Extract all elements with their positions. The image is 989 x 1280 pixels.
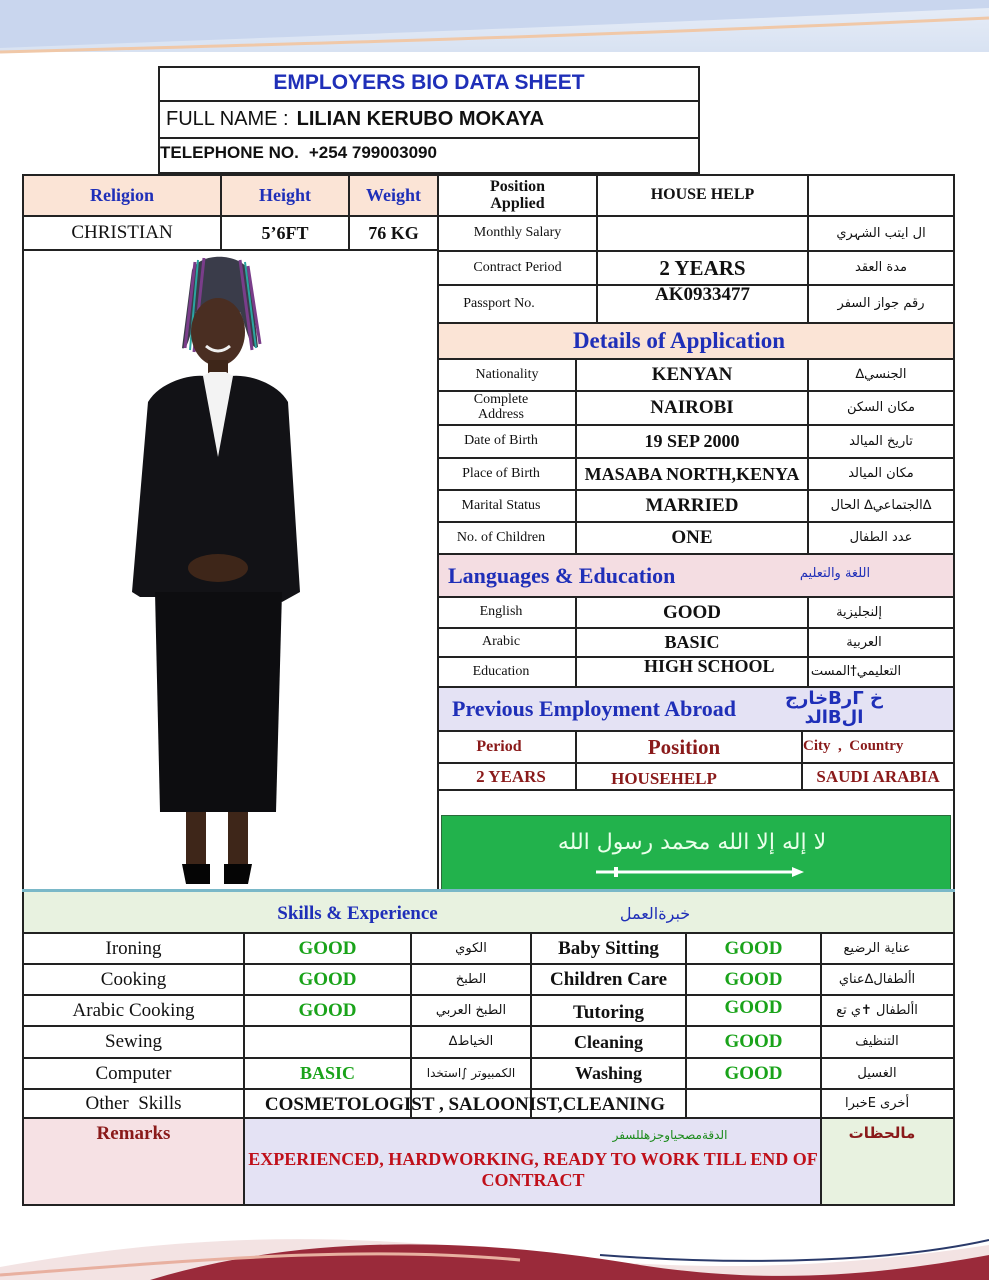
bottom-wave-decoration [0,1205,989,1280]
skill-tutoring-level: GOOD [724,996,783,1018]
salary-arabic: ال ایتب الشہري [836,225,926,241]
marital-value: MARRIED [645,495,739,517]
languages-heading: Languages & Education [448,562,676,588]
children-label: No. of Children [456,529,546,545]
previous-heading: Previous Employment Abroad [452,696,736,722]
skill-sewing-arabic: الخياط∆ [448,1034,494,1050]
weight-value: 76 KG [368,222,419,243]
details-heading: Details of Application [572,327,786,353]
skill-baby-sitting-arabic: عناية الرضيع [843,940,911,956]
full-name-value: LILIAN KERUBO MOKAYA [296,107,545,130]
arabic-arabic: العربية [846,634,882,650]
remarks-label: Remarks [96,1123,171,1145]
arabic-label: Arabic [481,634,521,650]
pob-arabic: مكان الميالد [848,466,914,482]
skill-computer-level: BASIC [299,1063,356,1084]
position-applied-label: Position Applied [489,177,546,212]
children-value: ONE [671,527,713,549]
pob-value: MASABA NORTH,KENYA [584,463,800,484]
skill-sewing: Sewing [105,1031,162,1053]
skill-computer-arabic: الكمبيوتر ∫استخدا [426,1066,516,1081]
address-value: NAIROBI [650,397,734,419]
skill-cooking: Cooking [100,968,167,990]
weight-label: Weight [365,185,421,206]
saudi-flag [441,815,951,890]
skill-washing-level: GOOD [724,1062,783,1084]
skill-baby-sitting-level: GOOD [724,937,783,959]
top-wave-decoration [0,0,989,60]
remarks-text: EXPERIENCED, HARDWORKING, READY TO WORK TILL END OF CONTRACT [248,1149,818,1190]
skill-washing-arabic: الغسيل [857,1065,897,1081]
education-label: Education [472,663,530,679]
education-arabic: التعليمي†المست [810,664,902,680]
pob-label: Place of Birth [462,465,540,481]
religion-label: Religion [89,185,154,206]
position-applied-value: HOUSE HELP [650,186,755,204]
candidate-photo [100,252,335,888]
full-name-line [166,104,544,134]
skill-children-care: Children Care [550,968,667,990]
skill-tutoring: Tutoring [572,1001,645,1023]
other-skills-value: COSMETOLOGIST , SALOONIST,CLEANING [264,1093,666,1115]
telephone-label: TELEPHONE NO. [160,143,299,162]
children-arabic: عدد الطفال [849,530,913,546]
skill-ironing: Ironing [105,937,162,959]
skill-arabic-cooking: Arabic Cooking [72,999,195,1021]
passport-value: AK0933477 [655,284,750,305]
arabic-value: BASIC [664,632,720,653]
skill-children-care-level: GOOD [724,968,783,990]
education-value: HIGH SCHOOL [644,655,775,676]
address-label: Complete Address [473,392,529,422]
telephone-value: +254 799003090 [308,143,437,162]
period-label: Period [476,737,522,755]
skill-cleaning-arabic: التنظيف [855,1034,899,1050]
previous-heading-arabic: خ ΓرBخارج الBالد [785,688,883,728]
skill-arabic-cooking-arabic: الطبخ العربي [435,1002,507,1018]
contract-label: Contract Period [473,259,562,275]
dob-value: 19 SEP 2000 [644,431,740,452]
languages-heading-arabic: اللغة والتعليم [799,566,871,582]
height-value: 5’6FT [261,222,309,243]
telephone-line [160,141,437,165]
skill-computer: Computer [95,1062,172,1084]
contract-arabic: مدة العقد [855,260,907,276]
period-value: 2 YEARS [476,766,546,786]
skills-heading: Skills & Experience [277,903,438,925]
address-arabic: مكان السكن [846,400,916,416]
dob-arabic: تاريخ الميالد [849,433,913,449]
nationality-arabic: الجنسي∆ [855,367,907,383]
skill-arabic-cooking-level: GOOD [298,999,357,1021]
marital-arabic: ∆الجتماعي∆ الحال [830,498,932,514]
flag-sword-icon [592,864,807,880]
passport-label: Passport No. [463,295,535,311]
skill-washing: Washing [574,1063,643,1084]
skills-heading-arabic: خبرةالعمل [619,903,691,923]
nationality-value: KENYAN [651,364,733,386]
position-value: HOUSEHELP [611,768,717,788]
contract-value: 2 YEARS [659,255,746,280]
remarks-arabic-note: الدقةمصحياوجزهللسفر [612,1127,728,1142]
passport-arabic: رقم جواز السفر [837,296,925,312]
skill-children-care-arabic: األطفال∆عناي [838,971,916,987]
skill-ironing-arabic: الكوي [455,940,487,956]
skill-sewing-level [245,1027,410,1057]
skill-cleaning: Cleaning [573,1031,643,1052]
position-label: Position [647,734,721,759]
skill-cooking-arabic: الطبخ [455,971,487,987]
english-arabic: إلنجليزية [836,604,882,620]
nationality-label: Nationality [475,366,539,382]
marital-label: Marital Status [461,497,541,513]
other-skills-label: Other Skills [85,1092,182,1114]
location-label: City , Country [803,738,904,755]
other-skills-arabic: أخرى Eخبرا [844,1095,910,1111]
location-value: SAUDI ARABIA [816,766,940,786]
remarks-arabic-label: مالحظات [848,1124,916,1143]
skill-cleaning-level: GOOD [724,1031,783,1053]
salary-label: Monthly Salary [473,225,562,241]
full-name-label: FULL NAME : [166,107,289,130]
english-value: GOOD [662,601,722,623]
skill-cooking-level: GOOD [298,968,357,990]
dob-label: Date of Birth [464,433,538,449]
english-label: English [479,604,523,620]
skill-tutoring-arabic: األطفال ✝ي تع [836,1002,918,1018]
skill-ironing-level: GOOD [298,937,357,959]
flag-inscription: لا إله إلا الله محمد رسول الله [557,830,827,856]
page-title: EMPLOYERS BIO DATA SHEET [273,70,585,94]
skill-baby-sitting: Baby Sitting [558,937,659,959]
religion-value: CHRISTIAN [71,222,173,244]
height-label: Height [259,185,311,206]
